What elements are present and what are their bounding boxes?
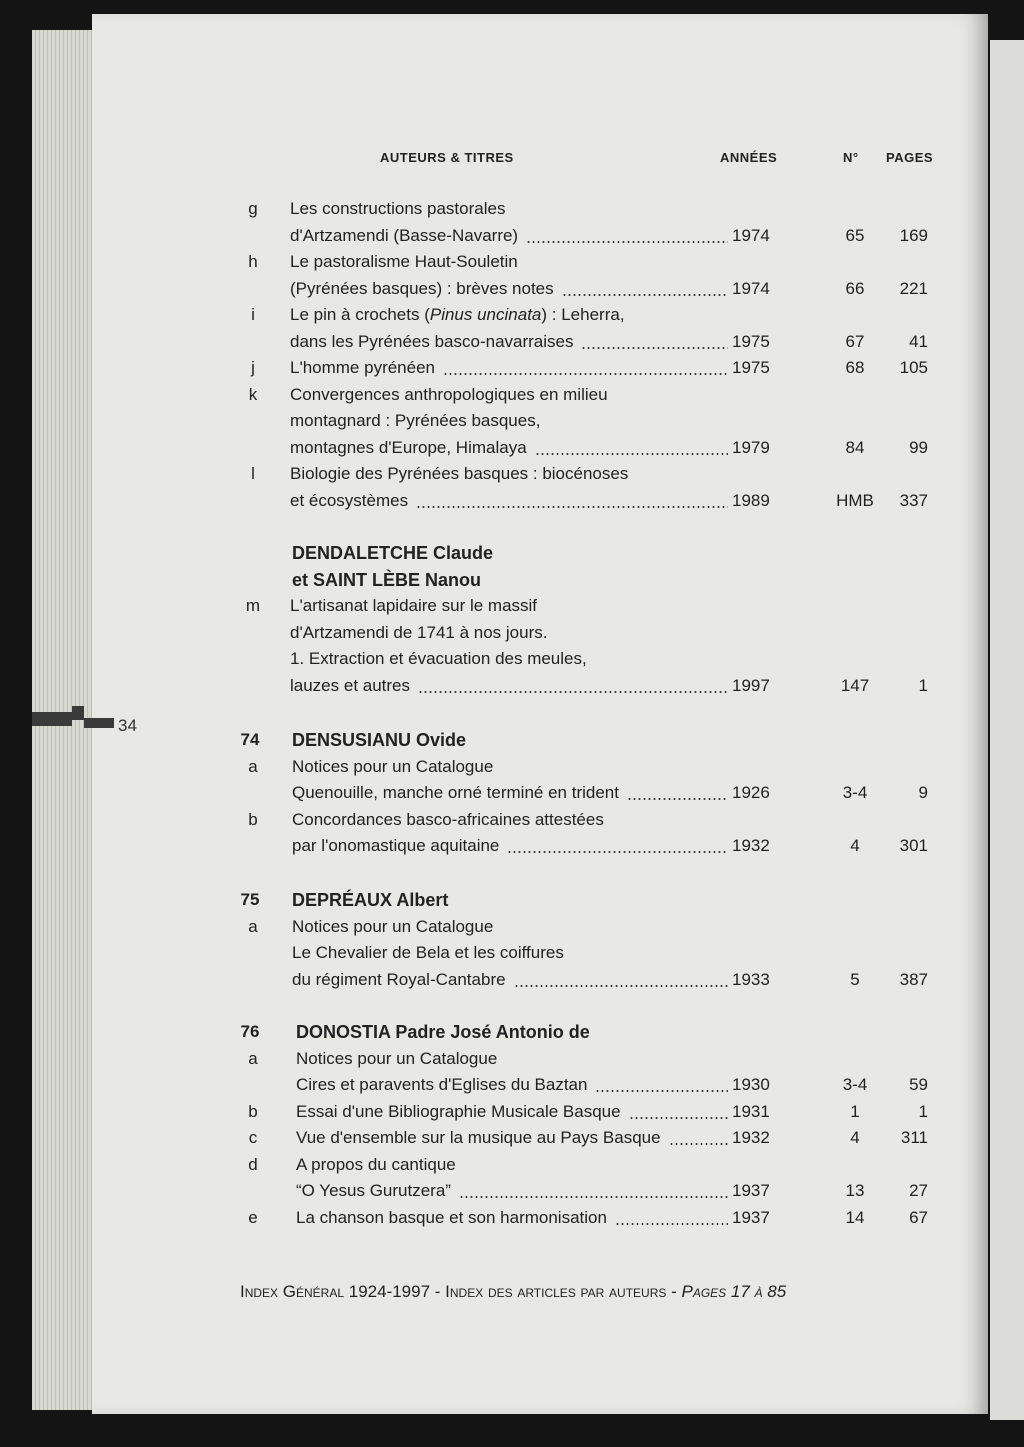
entry-title-line: Notices pour un Catalogue	[292, 756, 494, 776]
entry-title-line: Les constructions pastorales	[290, 199, 506, 218]
entry-year: 1932	[732, 836, 770, 855]
entry-title-line: Notices pour un Catalogue	[292, 916, 494, 936]
author-name: DENSUSIANU Ovide	[292, 730, 467, 750]
entry-title-line: lauzes et autres	[290, 675, 411, 695]
entry-year: 1989	[732, 490, 770, 510]
author-number: 76	[240, 1022, 260, 1041]
author-number: 75	[240, 890, 260, 909]
facing-page-edge	[990, 40, 1024, 1420]
entry-letter: a	[248, 1048, 258, 1068]
entry-issue-number: 147	[840, 675, 870, 695]
entry-letter: j	[251, 358, 255, 377]
entry-issue-number: 68	[845, 358, 865, 377]
title-text: ) : Leherra,	[541, 305, 625, 324]
entry-title-line: Quenouille, manche orné terminé en trident	[292, 783, 619, 802]
entry-title-line: Le pastoralisme Haut-Souletin	[290, 252, 518, 271]
leader-dots	[577, 329, 732, 355]
entry-issue-number: 4	[850, 836, 860, 855]
footer-separator: -	[666, 1282, 682, 1301]
entry-year: 1997	[732, 675, 770, 695]
entry-year: 1931	[732, 1101, 770, 1121]
entry-title-line: L'homme pyrénéen	[290, 358, 435, 377]
entry-letter: a	[248, 916, 258, 936]
entry-title-line: Concordances basco-africaines attestées	[292, 809, 604, 829]
entry-letter: h	[248, 252, 258, 271]
entry-letter: b	[248, 809, 258, 829]
entry-title-line: montagnard : Pyrénées basques,	[290, 411, 541, 430]
entry-letter: k	[248, 384, 258, 404]
entry-title-line: du régiment Royal-Cantabre	[292, 969, 506, 989]
entry-issue-number: 67	[845, 331, 865, 351]
entry-title-line: d'Artzamendi (Basse-Navarre)	[290, 225, 519, 245]
leader-dots	[522, 223, 732, 249]
footer-separator: -	[430, 1282, 446, 1301]
author-number: 74	[240, 730, 260, 749]
footer-index-title: Index Général 1924-1997	[240, 1282, 431, 1301]
entry-letter: c	[248, 1128, 258, 1147]
entry-year: 1979	[732, 437, 770, 457]
entry-issue-number: HMB	[836, 490, 874, 510]
entry-letter: l	[251, 464, 255, 483]
footer-page-range: Pages 17 à 85	[681, 1282, 787, 1301]
author-name: et SAINT LÈBE Nanou	[292, 569, 482, 590]
leader-dots	[623, 780, 732, 806]
entry-title-line: montagnes d'Europe, Himalaya	[290, 437, 527, 457]
title-italic-text: Pinus uncinata	[429, 305, 542, 324]
entry-pages: 59	[909, 1075, 928, 1094]
entry-pages: 221	[899, 278, 928, 298]
entry-issue-number: 84	[845, 437, 865, 457]
entry-issue-number: 65	[845, 225, 865, 245]
entry-title-line: (Pyrénées basques) : brèves notes	[290, 278, 554, 298]
entry-issue-number: 3-4	[842, 783, 868, 802]
author-name: DEPRÉAUX Albert	[292, 890, 449, 910]
entry-title-line: Vue d'ensemble sur la musique au Pays Basque	[296, 1128, 661, 1147]
entry-year: 1926	[732, 783, 770, 802]
entry-issue-number: 4	[850, 1128, 860, 1147]
entry-title-line	[290, 302, 625, 328]
entry-pages: 1	[918, 675, 928, 695]
leader-dots	[665, 1125, 732, 1151]
margin-tab-mark	[72, 706, 84, 720]
entry-title-line: Essai d'une Bibliographie Musicale Basque	[296, 1101, 621, 1121]
leader-dots	[439, 355, 732, 381]
title-text: Le pin à crochets (	[290, 305, 430, 324]
entry-title-line: Biologie des Pyrénées basques : biocénoses	[290, 464, 629, 483]
header-number: N°	[843, 150, 859, 165]
entry-issue-number: 13	[845, 1181, 865, 1200]
entry-pages: 105	[899, 358, 928, 377]
entry-letter: m	[245, 596, 261, 615]
entry-title-line: Notices pour un Catalogue	[296, 1048, 498, 1068]
leader-dots	[591, 1072, 732, 1098]
entry-year: 1932	[732, 1128, 770, 1147]
header-years: ANNÉES	[720, 150, 778, 165]
entry-title-line: La chanson basque et son harmonisation	[296, 1207, 607, 1227]
entry-title-line: “O Yesus Gurutzera”	[296, 1181, 451, 1200]
entry-year: 1930	[732, 1075, 770, 1094]
header-authors-titles: AUTEURS & TITRES	[380, 150, 514, 165]
leader-dots	[414, 673, 732, 699]
entry-issue-number: 66	[845, 278, 865, 298]
entry-title-line: par l'onomastique aquitaine	[292, 836, 500, 855]
entry-year: 1933	[732, 969, 770, 989]
footer-section-title: Index des articles par auteurs	[445, 1282, 667, 1301]
page-number: 34	[118, 716, 137, 735]
author-name: DENDALETCHE Claude	[292, 543, 494, 563]
leader-dots	[412, 488, 732, 514]
leader-dots	[625, 1099, 732, 1125]
author-name: DONOSTIA Padre José Antonio de	[296, 1022, 590, 1042]
entry-title-line: et écosystèmes	[290, 490, 409, 510]
entry-issue-number: 1	[850, 1101, 860, 1121]
entry-title-line: Le Chevalier de Bela et les coiffures	[292, 943, 564, 962]
entry-year: 1937	[732, 1181, 770, 1200]
entry-pages: 301	[899, 836, 928, 855]
entry-pages: 1	[918, 1101, 928, 1121]
entry-year: 1937	[732, 1207, 770, 1227]
margin-tab-mark	[32, 712, 72, 726]
leader-dots	[558, 276, 732, 302]
leader-dots	[611, 1205, 732, 1231]
entry-year: 1974	[732, 225, 770, 245]
entry-pages: 9	[918, 783, 928, 802]
entry-title-line: L'artisanat lapidaire sur le massif	[290, 596, 538, 615]
entry-letter: a	[248, 756, 258, 776]
margin-tab-mark	[84, 718, 114, 728]
entry-pages: 67	[909, 1207, 928, 1227]
entry-year: 1975	[732, 358, 770, 377]
entry-letter: i	[251, 305, 255, 324]
entry-title-line: 1. Extraction et évacuation des meules,	[290, 649, 587, 668]
entry-title-line: Cires et paravents d'Eglises du Baztan	[296, 1075, 588, 1094]
entry-pages: 387	[899, 969, 928, 989]
entry-title-line: d'Artzamendi de 1741 à nos jours.	[290, 622, 548, 642]
header-pages: PAGES	[886, 150, 934, 165]
entry-issue-number: 3-4	[842, 1075, 868, 1094]
leader-dots	[531, 435, 732, 461]
entry-issue-number: 14	[845, 1207, 865, 1227]
entry-letter: d	[248, 1154, 258, 1174]
entry-issue-number: 5	[850, 969, 860, 989]
entry-title-line: dans les Pyrénées basco-navarraises	[290, 331, 574, 351]
entry-title-line: A propos du cantique	[296, 1154, 456, 1174]
entry-letter: e	[248, 1207, 258, 1227]
entry-pages: 41	[909, 331, 928, 351]
entry-year: 1975	[732, 331, 770, 351]
entry-pages: 169	[899, 225, 928, 245]
entry-letter: g	[248, 199, 258, 218]
leader-dots	[510, 967, 732, 993]
entry-letter: b	[248, 1101, 258, 1121]
entry-year: 1974	[732, 278, 770, 298]
leader-dots	[455, 1178, 732, 1204]
entry-pages: 311	[900, 1128, 928, 1147]
page-footer	[240, 1282, 786, 1302]
entry-pages: 337	[899, 490, 928, 510]
entry-pages: 99	[909, 437, 928, 457]
entry-pages: 27	[909, 1181, 928, 1200]
leader-dots	[503, 833, 732, 859]
entry-title-line: Convergences anthropologiques en milieu	[290, 384, 608, 404]
